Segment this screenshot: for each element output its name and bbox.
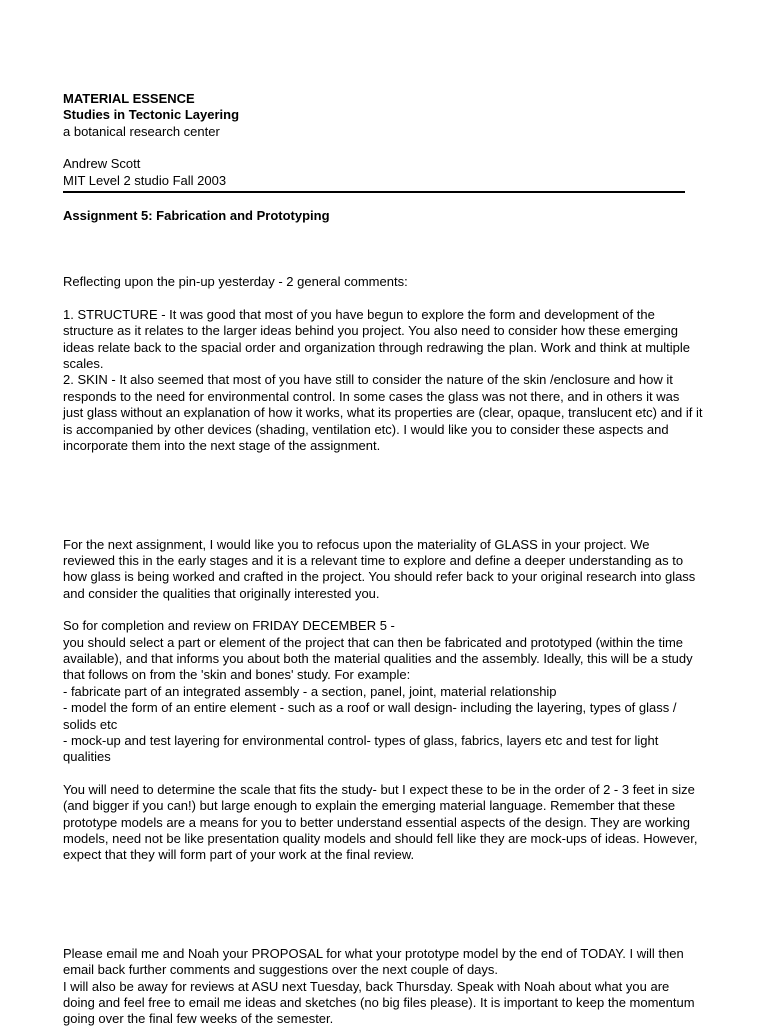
document-header bbox=[63, 91, 703, 193]
away-notice-paragraph: I will also be away for reviews at ASU next Tuesday, back Thursday. Speak with Noah about what you are doing and feel free to email me ideas and sketches (no big files please). It is important to keep the momentum going over the final few weeks of the semester. bbox=[63, 978, 695, 1027]
section-assignment-brief bbox=[63, 537, 703, 864]
document-subtitle: Studies in Tectonic Layering bbox=[63, 107, 240, 123]
document-title: MATERIAL ESSENCE bbox=[63, 91, 195, 106]
document-page bbox=[63, 91, 703, 1028]
proposal-email-paragraph: Please email me and Noah your PROPOSAL for what your prototype model by the end of TODAY. I will then email back further comments and suggestions over the next couple of days. bbox=[63, 945, 684, 978]
spacer bbox=[63, 864, 703, 946]
brief-example-layering: - mock-up and test layering for environmental control- types of glass, fabrics, layers etc and test for light qualities bbox=[63, 732, 659, 765]
spacer bbox=[63, 766, 703, 782]
brief-deadline-line: So for completion and review on FRIDAY DECEMBER 5 - bbox=[63, 618, 395, 634]
comment-structure: 1. STRUCTURE - It was good that most of you have begun to explore the form and development of the structure as it relates to the larger ideas behind you project. You also need to consider how these emerging ideas relate back to the spacial order and organization through redrawing the plan. Work and think at multiple scales. bbox=[63, 306, 691, 372]
comments-intro: Reflecting upon the pin-up yesterday - 2 general comments: bbox=[63, 274, 408, 290]
author-name: Andrew Scott bbox=[63, 156, 141, 172]
brief-glass-paragraph: For the next assignment, I would like you to refocus upon the materiality of GLASS in your project. We reviewed this in the early stages and it is a relevant time to explore and define a deeper understanding as to how glass is being worked and crafted in the project. You should refer back to your original research into glass and consider the qualities that originally interested you. bbox=[63, 536, 696, 601]
section-proposal-request bbox=[63, 946, 703, 1028]
brief-scale-paragraph: You will need to determine the scale that fits the study- but I expect these to be in the order of 2 - 3 feet in size (and bigger if you can!) but large enough to explain the emerging material language. Remember that these prototype models are a means for you to better understand essential aspects of the design. They are working models, need not be like presentation quality models and should fell like they are mock-ups of ideas. However, expect that they will form part of your work at the final review. bbox=[63, 781, 698, 863]
course-name: MIT Level 2 studio Fall 2003 bbox=[63, 172, 227, 188]
header-divider bbox=[63, 191, 685, 193]
section-pinup-comments bbox=[63, 274, 703, 454]
brief-selection-paragraph: you should select a part or element of the project that can then be fabricated and prototyped (within the time available), and that informs you about both the material qualities and the assembly. Ideally, this will be a study that follows on from the 'skin and bones' study. For example: bbox=[63, 634, 693, 683]
spacer bbox=[63, 602, 703, 618]
spacer bbox=[63, 455, 703, 537]
assignment-title: Assignment 5: Fabrication and Prototyping bbox=[63, 208, 330, 224]
spacer bbox=[63, 140, 703, 156]
brief-example-element: - model the form of an entire element - such as a roof or wall design- including the layering, types of glass / solids etc bbox=[63, 700, 677, 732]
spacer bbox=[63, 291, 703, 307]
brief-example-assembly: - fabricate part of an integrated assembly - a section, panel, joint, material relationship bbox=[63, 683, 557, 699]
comment-skin: 2. SKIN - It also seemed that most of you have still to consider the nature of the skin /enclosure and how it responds to the need for environmental control. In some cases the glass was not there, and in others it was just glass without an explanation of how it works, what its properties are (clear, opaque, translucent etc) and if it is accompanied by other devices (shading, ventilation etc). I would like you to consider these aspects and incorporate them into the next stage of the assignment. bbox=[63, 372, 703, 454]
spacer bbox=[63, 224, 703, 274]
document-tagline: a botanical research center bbox=[63, 123, 220, 139]
